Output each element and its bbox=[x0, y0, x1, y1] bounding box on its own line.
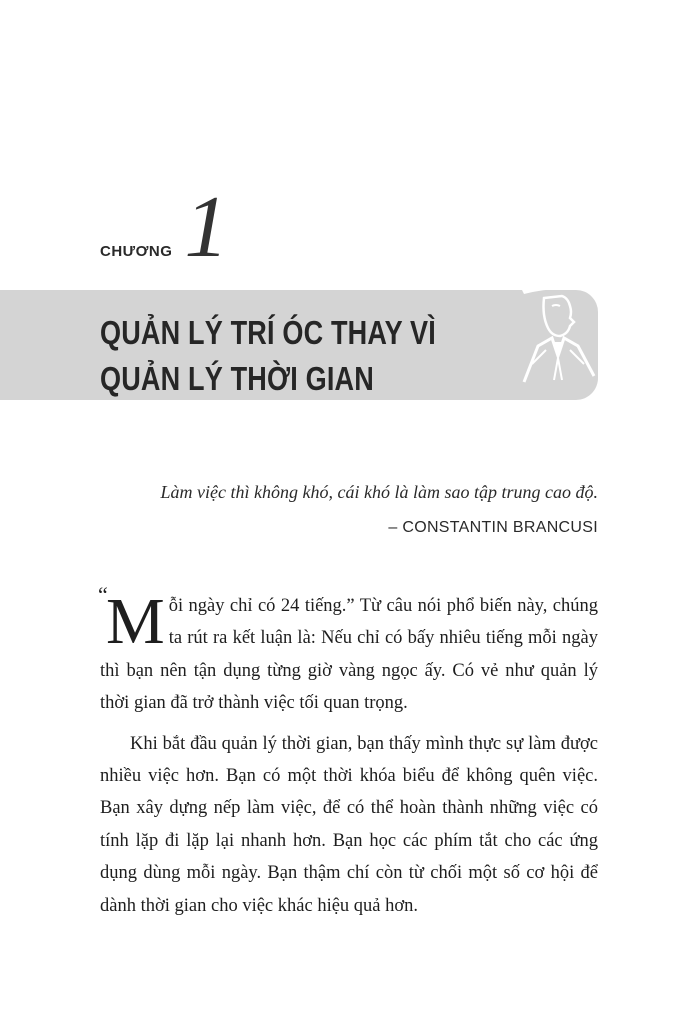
chapter-title-line-1: QUẢN LÝ TRÍ ÓC THAY VÌ bbox=[100, 314, 436, 351]
chapter-title-line-2: QUẢN LÝ THỜI GIAN bbox=[100, 360, 374, 397]
paragraph-1-text: ỗi ngày chỉ có 24 tiếng.” Từ câu nói phổ biến này, chúng ta rút ra kết luận là: Nếu chỉ có bấy nhiêu tiếng mỗi ngày thì bạn nên tận dụng từng giờ vàng ngọc ấy. Có vẻ như quản lý thời gian đã trở thành việc tối quan trọng. bbox=[100, 596, 598, 714]
chapter-label: CHƯƠNG bbox=[100, 243, 173, 260]
drop-cap: M bbox=[106, 585, 165, 658]
epigraph-author: – CONSTANTIN BRANCUSI bbox=[388, 519, 598, 536]
epigraph-quote: Làm việc thì không khó, cái khó là làm sao tập trung cao độ. bbox=[160, 482, 598, 502]
chapter-heading bbox=[100, 178, 229, 276]
paragraph-2: Khi bắt đầu quản lý thời gian, bạn thấy mình thực sự làm được nhiều việc hơn. Bạn có một thời khóa biểu để không quên việc. Bạn xây dựng nếp làm việc, để có thể hoàn thành những việc có tính lặp đi lặp lại nhanh hơn. Bạn học các phím tắt cho các ứng dụng dùng mỗi ngày. Bạn thậm chí còn từ chối một số cơ hội để dành thời gian cho việc khác hiệu quả hơn. bbox=[100, 733, 598, 916]
body-text bbox=[98, 582, 598, 922]
paragraph-1 bbox=[98, 582, 598, 720]
chapter-number: 1 bbox=[184, 179, 229, 276]
chapter-title bbox=[100, 310, 436, 402]
chapter-title-band bbox=[0, 290, 598, 400]
opening-quote-mark: “ bbox=[98, 582, 108, 607]
man-in-hat-silhouette-icon bbox=[518, 276, 598, 386]
epigraph bbox=[161, 478, 598, 540]
